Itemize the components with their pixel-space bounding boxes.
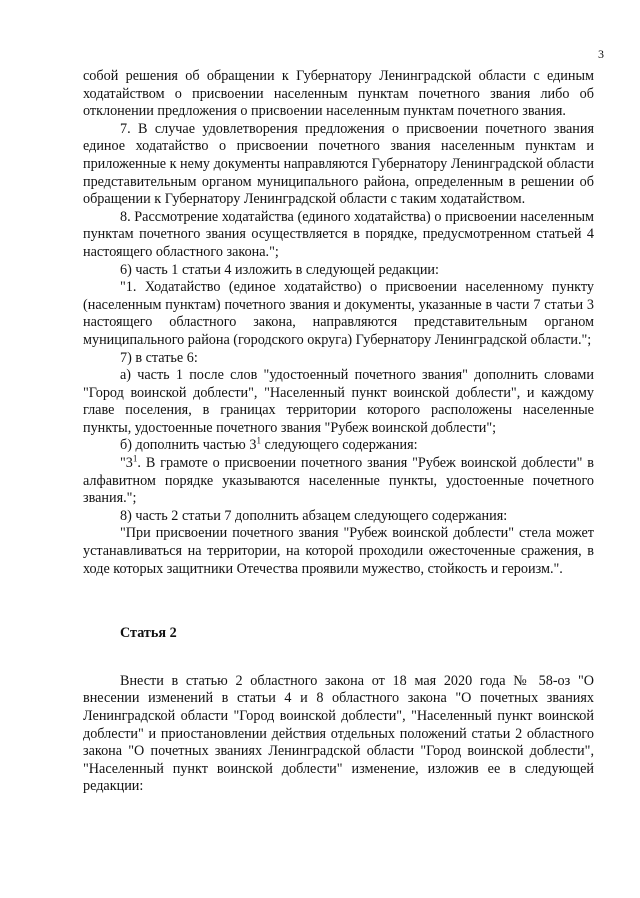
part-3-1-number: "3 (120, 455, 133, 472)
paragraph-continuation: собой решения об обращении к Губернатору Ленинградской области с единым ходатайством о присвоении населенным пунктам почетного звания либо об отклонении предложения о присвоении населенным пунктам почетного звания. (83, 68, 594, 120)
part-3-1-superscript: 1 (132, 453, 138, 464)
subitem-b-superscript: 1 (256, 435, 261, 446)
article-2-text: Внести в статью 2 областного закона от 18 мая 2020 года № 58-оз "О внесении изменений в статьи 4 и 8 областного закона "О почетных званиях Ленинградской области "Город воинской доблести", "Населенный пункт воинской доблести" и приостановлении действия отдельных положений статьи 2 областного закона "О почетных званиях Ленинградской области "Город воинской доблести", "Населенный пункт воинской доблести" изменение, изложив ее в следующей редакции: (83, 672, 594, 795)
page-number: 3 (598, 47, 604, 61)
paragraph-amendment-7: 7) в статье 6: (120, 349, 198, 366)
paragraph-amendment-8: 8) часть 2 статьи 7 дополнить абзацем следующего содержания: (120, 507, 508, 524)
article-2-heading: Статья 2 (120, 625, 177, 642)
paragraph-quoted-stela: "При присвоении почетного звания "Рубеж воинской доблести" стела может устанавливаться на территории, на которой проходили ожесточенные сражения, в ходе которых защитники Отечества проявили мужество, стойкость и героизм.". (83, 525, 594, 577)
spacer (83, 643, 594, 673)
document-body (83, 68, 594, 796)
subitem-b-text-end: следующего содержания: (260, 437, 418, 454)
subitem-b-text: б) дополнить частью 3 (120, 437, 257, 454)
paragraph-subitem-b (83, 437, 594, 455)
spacer (83, 578, 594, 625)
paragraph-quoted-part-1: "1. Ходатайство (единое ходатайство) о присвоении населенному пункту (населенным пунктам) почетного звания и документы, указанные в части 7 статьи 3 настоящего областного закона, направляются представительным органом муниципального района (городского округа) Губернатору Ленинградской области."; (83, 279, 594, 348)
paragraph-item-8: 8. Рассмотрение ходатайства (единого ходатайства) о присвоении населенным пунктам почетного звания осуществляется в порядке, предусмотренном статьей 4 настоящего областного закона."; (83, 208, 594, 260)
part-3-1-text: . В грамоте о присвоении почетного звания "Рубеж воинской доблести" в алфавитном порядке указываются населенные пункты, удостоенные почетного звания."; (83, 455, 594, 507)
paragraph-amendment-6: 6) часть 1 статьи 4 изложить в следующей редакции: (120, 261, 439, 278)
paragraph-item-7: 7. В случае удовлетворения предложения о присвоении почетного звания единое ходатайство о присвоении почетного звания населенным пунктам и приложенные к нему документы направляются Губернатору Ленинградской области представительным органом муниципального района, определенным в решении об обращении к Губернатору Ленинградской области с таким ходатайством. (83, 120, 594, 208)
paragraph-quoted-part-3-1 (83, 455, 594, 508)
paragraph-subitem-a: а) часть 1 после слов "удостоенный почетного звания" дополнить словами "Город воинской доблести", "Населенный пункт воинской доблести", и каждому главе поселения, в границах территории которого расположены населенные пункты, удостоенные почетного звания "Рубеж воинской доблести"; (83, 367, 594, 436)
